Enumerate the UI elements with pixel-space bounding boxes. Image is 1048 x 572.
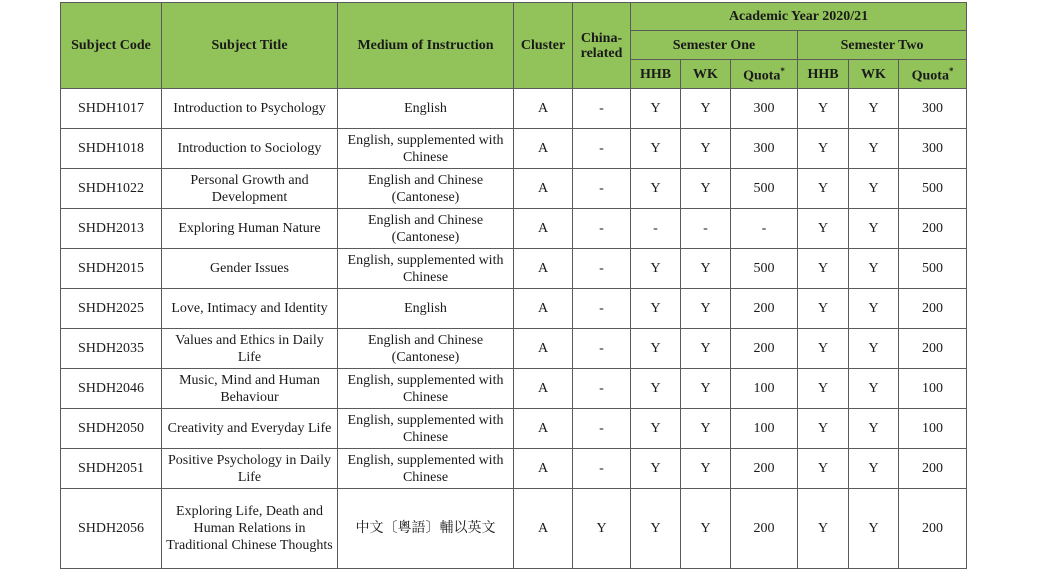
table-header (61, 3, 967, 89)
china-related: - (573, 169, 631, 209)
s2-wk: Y (849, 89, 899, 129)
s2-hhb: Y (798, 129, 849, 169)
s2-quota: 200 (899, 289, 967, 329)
china-related: - (573, 449, 631, 489)
subject-title: Positive Psychology in Daily Life (162, 449, 338, 489)
s2-hhb: Y (798, 409, 849, 449)
s1-hhb: Y (631, 129, 681, 169)
medium-of-instruction: English and Chinese (Cantonese) (338, 169, 514, 209)
s1-hhb: Y (631, 449, 681, 489)
medium-of-instruction: English (338, 89, 514, 129)
subject-title: Creativity and Everyday Life (162, 409, 338, 449)
s2-wk: Y (849, 449, 899, 489)
s2-quota: 100 (899, 369, 967, 409)
medium-of-instruction: 中文〔粵語〕輔以英文 (338, 489, 514, 569)
s2-hhb: Y (798, 209, 849, 249)
subject-title: Gender Issues (162, 249, 338, 289)
table-row (61, 209, 967, 249)
medium-of-instruction: English (338, 289, 514, 329)
s2-quota: 500 (899, 169, 967, 209)
s1-wk: Y (681, 369, 731, 409)
s2-hhb: Y (798, 449, 849, 489)
table-row (61, 369, 967, 409)
s1-hhb: Y (631, 369, 681, 409)
subject-title: Values and Ethics in Daily Life (162, 329, 338, 369)
s2-wk: Y (849, 329, 899, 369)
s2-wk: Y (849, 409, 899, 449)
medium-of-instruction: English, supplemented with Chinese (338, 449, 514, 489)
subject-title: Exploring Human Nature (162, 209, 338, 249)
subject-title: Introduction to Psychology (162, 89, 338, 129)
s1-hhb: Y (631, 169, 681, 209)
china-related: - (573, 409, 631, 449)
cluster: A (514, 249, 573, 289)
china-related: - (573, 289, 631, 329)
table-row (61, 249, 967, 289)
medium-of-instruction: English, supplemented with Chinese (338, 369, 514, 409)
subject-code: SHDH2035 (61, 329, 162, 369)
table-row (61, 289, 967, 329)
s2-hhb: Y (798, 169, 849, 209)
s2-wk: Y (849, 369, 899, 409)
cluster: A (514, 89, 573, 129)
subject-code: SHDH2015 (61, 249, 162, 289)
s1-wk: Y (681, 289, 731, 329)
s2-quota: 300 (899, 129, 967, 169)
subject-code: SHDH1022 (61, 169, 162, 209)
subject-code: SHDH1017 (61, 89, 162, 129)
s1-hhb: Y (631, 89, 681, 129)
quota-label: Quota (911, 68, 949, 84)
header-s1-hhb: HHB (631, 60, 681, 89)
medium-of-instruction: English, supplemented with Chinese (338, 409, 514, 449)
s2-wk: Y (849, 249, 899, 289)
s1-wk: Y (681, 249, 731, 289)
china-related: - (573, 129, 631, 169)
s2-wk: Y (849, 129, 899, 169)
china-related: - (573, 249, 631, 289)
s1-hhb: Y (631, 409, 681, 449)
subject-title: Love, Intimacy and Identity (162, 289, 338, 329)
cluster: A (514, 329, 573, 369)
medium-of-instruction: English and Chinese (Cantonese) (338, 209, 514, 249)
s1-wk: Y (681, 329, 731, 369)
header-s1-quota (731, 60, 798, 89)
table-body (61, 89, 967, 569)
s1-quota: 100 (731, 409, 798, 449)
header-medium: Medium of Instruction (338, 3, 514, 89)
table-row (61, 449, 967, 489)
s1-wk: Y (681, 489, 731, 569)
s1-quota: 300 (731, 129, 798, 169)
subject-title: Exploring Life, Death and Human Relations in Traditional Chinese Thoughts (162, 489, 338, 569)
header-china-related: China-related (573, 3, 631, 89)
header-subject-code: Subject Code (61, 3, 162, 89)
s1-wk: Y (681, 409, 731, 449)
s2-quota: 200 (899, 449, 967, 489)
china-related: Y (573, 489, 631, 569)
cluster: A (514, 209, 573, 249)
s2-wk: Y (849, 169, 899, 209)
header-s2-wk: WK (849, 60, 899, 89)
cluster: A (514, 289, 573, 329)
s2-hhb: Y (798, 289, 849, 329)
quota-footnote-mark: * (780, 66, 785, 77)
s1-wk: Y (681, 449, 731, 489)
s2-quota: 300 (899, 89, 967, 129)
china-related: - (573, 209, 631, 249)
s1-wk: Y (681, 89, 731, 129)
subject-code: SHDH2013 (61, 209, 162, 249)
s2-wk: Y (849, 289, 899, 329)
s2-quota: 200 (899, 489, 967, 569)
table-row (61, 169, 967, 209)
subject-code: SHDH2025 (61, 289, 162, 329)
s2-quota: 100 (899, 409, 967, 449)
s2-wk: Y (849, 489, 899, 569)
s1-wk: Y (681, 129, 731, 169)
s1-quota: 500 (731, 249, 798, 289)
subject-code: SHDH1018 (61, 129, 162, 169)
s1-hhb: Y (631, 489, 681, 569)
quota-footnote-mark: * (948, 66, 954, 77)
s2-hhb: Y (798, 369, 849, 409)
s1-wk: Y (681, 169, 731, 209)
header-s2-hhb: HHB (798, 60, 849, 89)
subject-title: Introduction to Sociology (162, 129, 338, 169)
header-s1-wk: WK (681, 60, 731, 89)
subject-code: SHDH2046 (61, 369, 162, 409)
cluster: A (514, 409, 573, 449)
header-academic-year: Academic Year 2020/21 (631, 3, 967, 31)
header-subject-title: Subject Title (162, 3, 338, 89)
table-row (61, 129, 967, 169)
subject-title: Music, Mind and Human Behaviour (162, 369, 338, 409)
s1-quota: 200 (731, 489, 798, 569)
cluster: A (514, 169, 573, 209)
s1-quota: 200 (731, 289, 798, 329)
s1-hhb: - (631, 209, 681, 249)
s2-hhb: Y (798, 489, 849, 569)
table-row (61, 409, 967, 449)
cluster: A (514, 129, 573, 169)
china-related: - (573, 89, 631, 129)
subject-table (60, 2, 967, 569)
s2-hhb: Y (798, 89, 849, 129)
s2-hhb: Y (798, 329, 849, 369)
cluster: A (514, 369, 573, 409)
s1-hhb: Y (631, 289, 681, 329)
header-s2-quota (899, 60, 967, 89)
table-row (61, 89, 967, 129)
s1-hhb: Y (631, 249, 681, 289)
s2-quota: 200 (899, 209, 967, 249)
cluster: A (514, 449, 573, 489)
table-row (61, 489, 967, 569)
medium-of-instruction: English and Chinese (Cantonese) (338, 329, 514, 369)
medium-of-instruction: English, supplemented with Chinese (338, 129, 514, 169)
s1-hhb: Y (631, 329, 681, 369)
s1-quota: 200 (731, 449, 798, 489)
s2-quota: 200 (899, 329, 967, 369)
subject-code: SHDH2056 (61, 489, 162, 569)
header-cluster: Cluster (514, 3, 573, 89)
cluster: A (514, 489, 573, 569)
china-related: - (573, 329, 631, 369)
s2-hhb: Y (798, 249, 849, 289)
s1-quota: 200 (731, 329, 798, 369)
subject-code: SHDH2051 (61, 449, 162, 489)
quota-label: Quota (743, 68, 781, 84)
header-semester-one: Semester One (631, 31, 798, 60)
s2-quota: 500 (899, 249, 967, 289)
subject-title: Personal Growth and Development (162, 169, 338, 209)
header-semester-two: Semester Two (798, 31, 967, 60)
s1-wk: - (681, 209, 731, 249)
s2-wk: Y (849, 209, 899, 249)
china-related: - (573, 369, 631, 409)
s1-quota: 100 (731, 369, 798, 409)
table-row (61, 329, 967, 369)
medium-of-instruction: English, supplemented with Chinese (338, 249, 514, 289)
s1-quota: 500 (731, 169, 798, 209)
s1-quota: 300 (731, 89, 798, 129)
s1-quota: - (731, 209, 798, 249)
subject-code: SHDH2050 (61, 409, 162, 449)
